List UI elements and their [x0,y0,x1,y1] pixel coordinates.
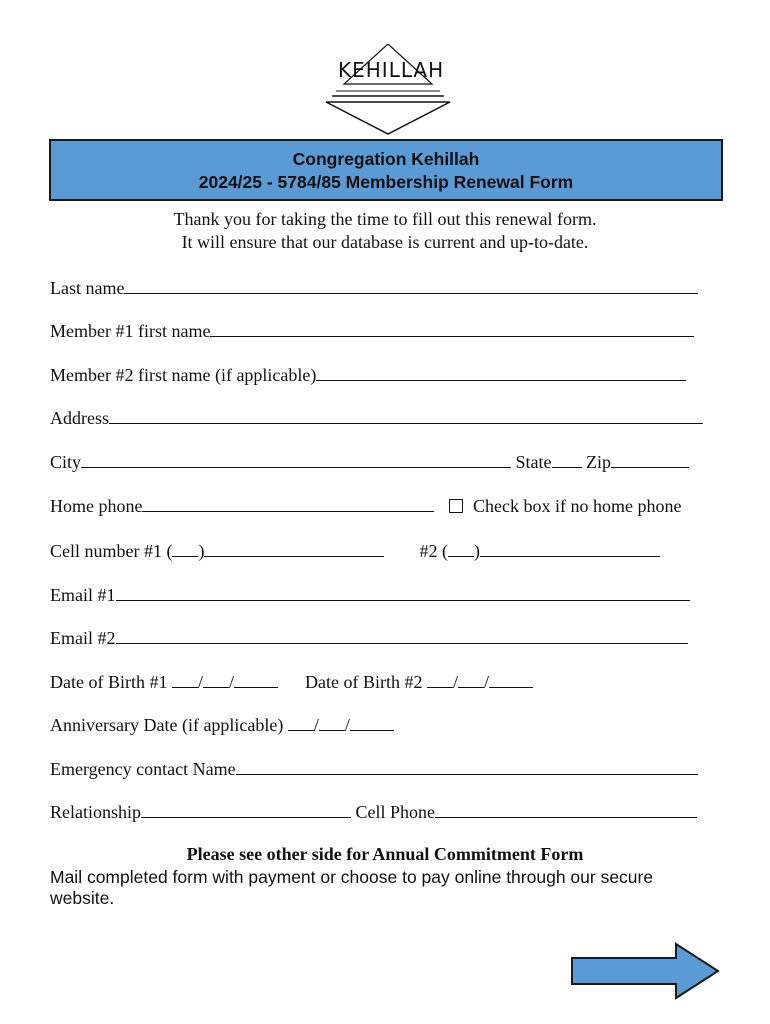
zip-field[interactable] [611,450,689,468]
no-home-phone-checkbox[interactable] [449,499,463,513]
cell-phone-label: Cell Phone [355,802,435,822]
dob1-month-field[interactable] [172,670,198,688]
relationship-field[interactable] [141,800,351,818]
cell1-label: Cell number #1 ( [50,541,173,561]
next-page-arrow-icon [570,942,722,1000]
home-phone-label: Home phone [50,496,143,516]
dob1-slash-1: / [197,672,203,692]
dob2-day-field[interactable] [458,670,484,688]
dob1-year-field[interactable] [234,670,278,688]
intro-line-2: It will ensure that our database is current and up-to-date. [181,232,589,252]
anniversary-slash-2: / [344,715,350,735]
dob2-label: Date of Birth #2 [305,672,423,692]
member2-first-label: Member #2 first name (if applicable) [50,365,317,385]
cell2-label: #2 ( [419,541,448,561]
cell1-field[interactable] [204,539,384,557]
home-phone-field[interactable] [142,494,434,512]
logo-text: KEHILLAH [338,58,445,82]
member2-row [50,363,686,386]
email2-field[interactable] [116,626,688,644]
city-label: City [50,452,82,472]
city-field[interactable] [81,450,511,468]
cell2-area-code-field[interactable] [448,539,474,557]
anniversary-day-field[interactable] [319,713,345,731]
home-phone-row [50,494,681,517]
relationship-row [50,800,697,823]
emergency-name-field[interactable] [236,757,698,775]
cell1-area-code-field[interactable] [172,539,198,557]
cell2-field[interactable] [480,539,660,557]
kehillah-logo [318,44,458,136]
dob-row [50,670,533,693]
dob2-month-field[interactable] [427,670,453,688]
see-other-side-note: Please see other side for Annual Commitment Form [186,844,584,864]
anniversary-year-field[interactable] [350,713,394,731]
member1-first-label: Member #1 first name [50,321,211,341]
dob2-slash-1: / [453,672,459,692]
dob1-slash-2: / [229,672,235,692]
city-row [50,450,689,473]
dob1-label: Date of Birth #1 [50,672,168,692]
org-name: Congregation Kehillah [292,149,480,169]
member1-row [50,319,694,342]
last-name-label: Last name [50,278,125,298]
email2-row [50,626,688,649]
anniversary-label: Anniversary Date (if applicable) [50,715,284,735]
email1-row [50,583,690,606]
cell-row [50,539,660,562]
relationship-label: Relationship [50,802,141,822]
intro-text [0,208,770,254]
dob2-slash-2: / [484,672,490,692]
mail-note: Mail completed form with payment or choose to pay online through our secure website. [50,867,654,908]
dob1-day-field[interactable] [203,670,229,688]
address-field[interactable] [109,406,703,424]
emergency-row [50,757,698,780]
anniversary-slash-1: / [313,715,319,735]
email1-field[interactable] [116,583,690,601]
state-label: State [515,452,552,472]
member2-first-field[interactable] [316,363,686,381]
email1-label: Email #1 [50,585,116,605]
email2-label: Email #2 [50,628,116,648]
anniversary-month-field[interactable] [288,713,314,731]
last-name-field[interactable] [124,276,698,294]
address-row [50,406,703,429]
last-name-row [50,276,698,299]
member1-first-field[interactable] [210,319,694,337]
dob2-year-field[interactable] [489,670,533,688]
address-label: Address [50,408,109,428]
cell2-paren: ) [473,541,480,561]
intro-line-1: Thank you for taking the time to fill out this renewal form. [173,209,597,229]
anniversary-row [50,713,394,736]
state-field[interactable] [552,450,582,468]
no-home-phone-label: Check box if no home phone [472,496,682,516]
emergency-name-label: Emergency contact Name [50,759,236,779]
cell1-paren: ) [198,541,205,561]
form-header [49,139,723,201]
cell-phone-field[interactable] [435,800,697,818]
form-title: 2024/25 - 5784/85 Membership Renewal Form [198,172,574,192]
zip-label: Zip [586,452,612,472]
